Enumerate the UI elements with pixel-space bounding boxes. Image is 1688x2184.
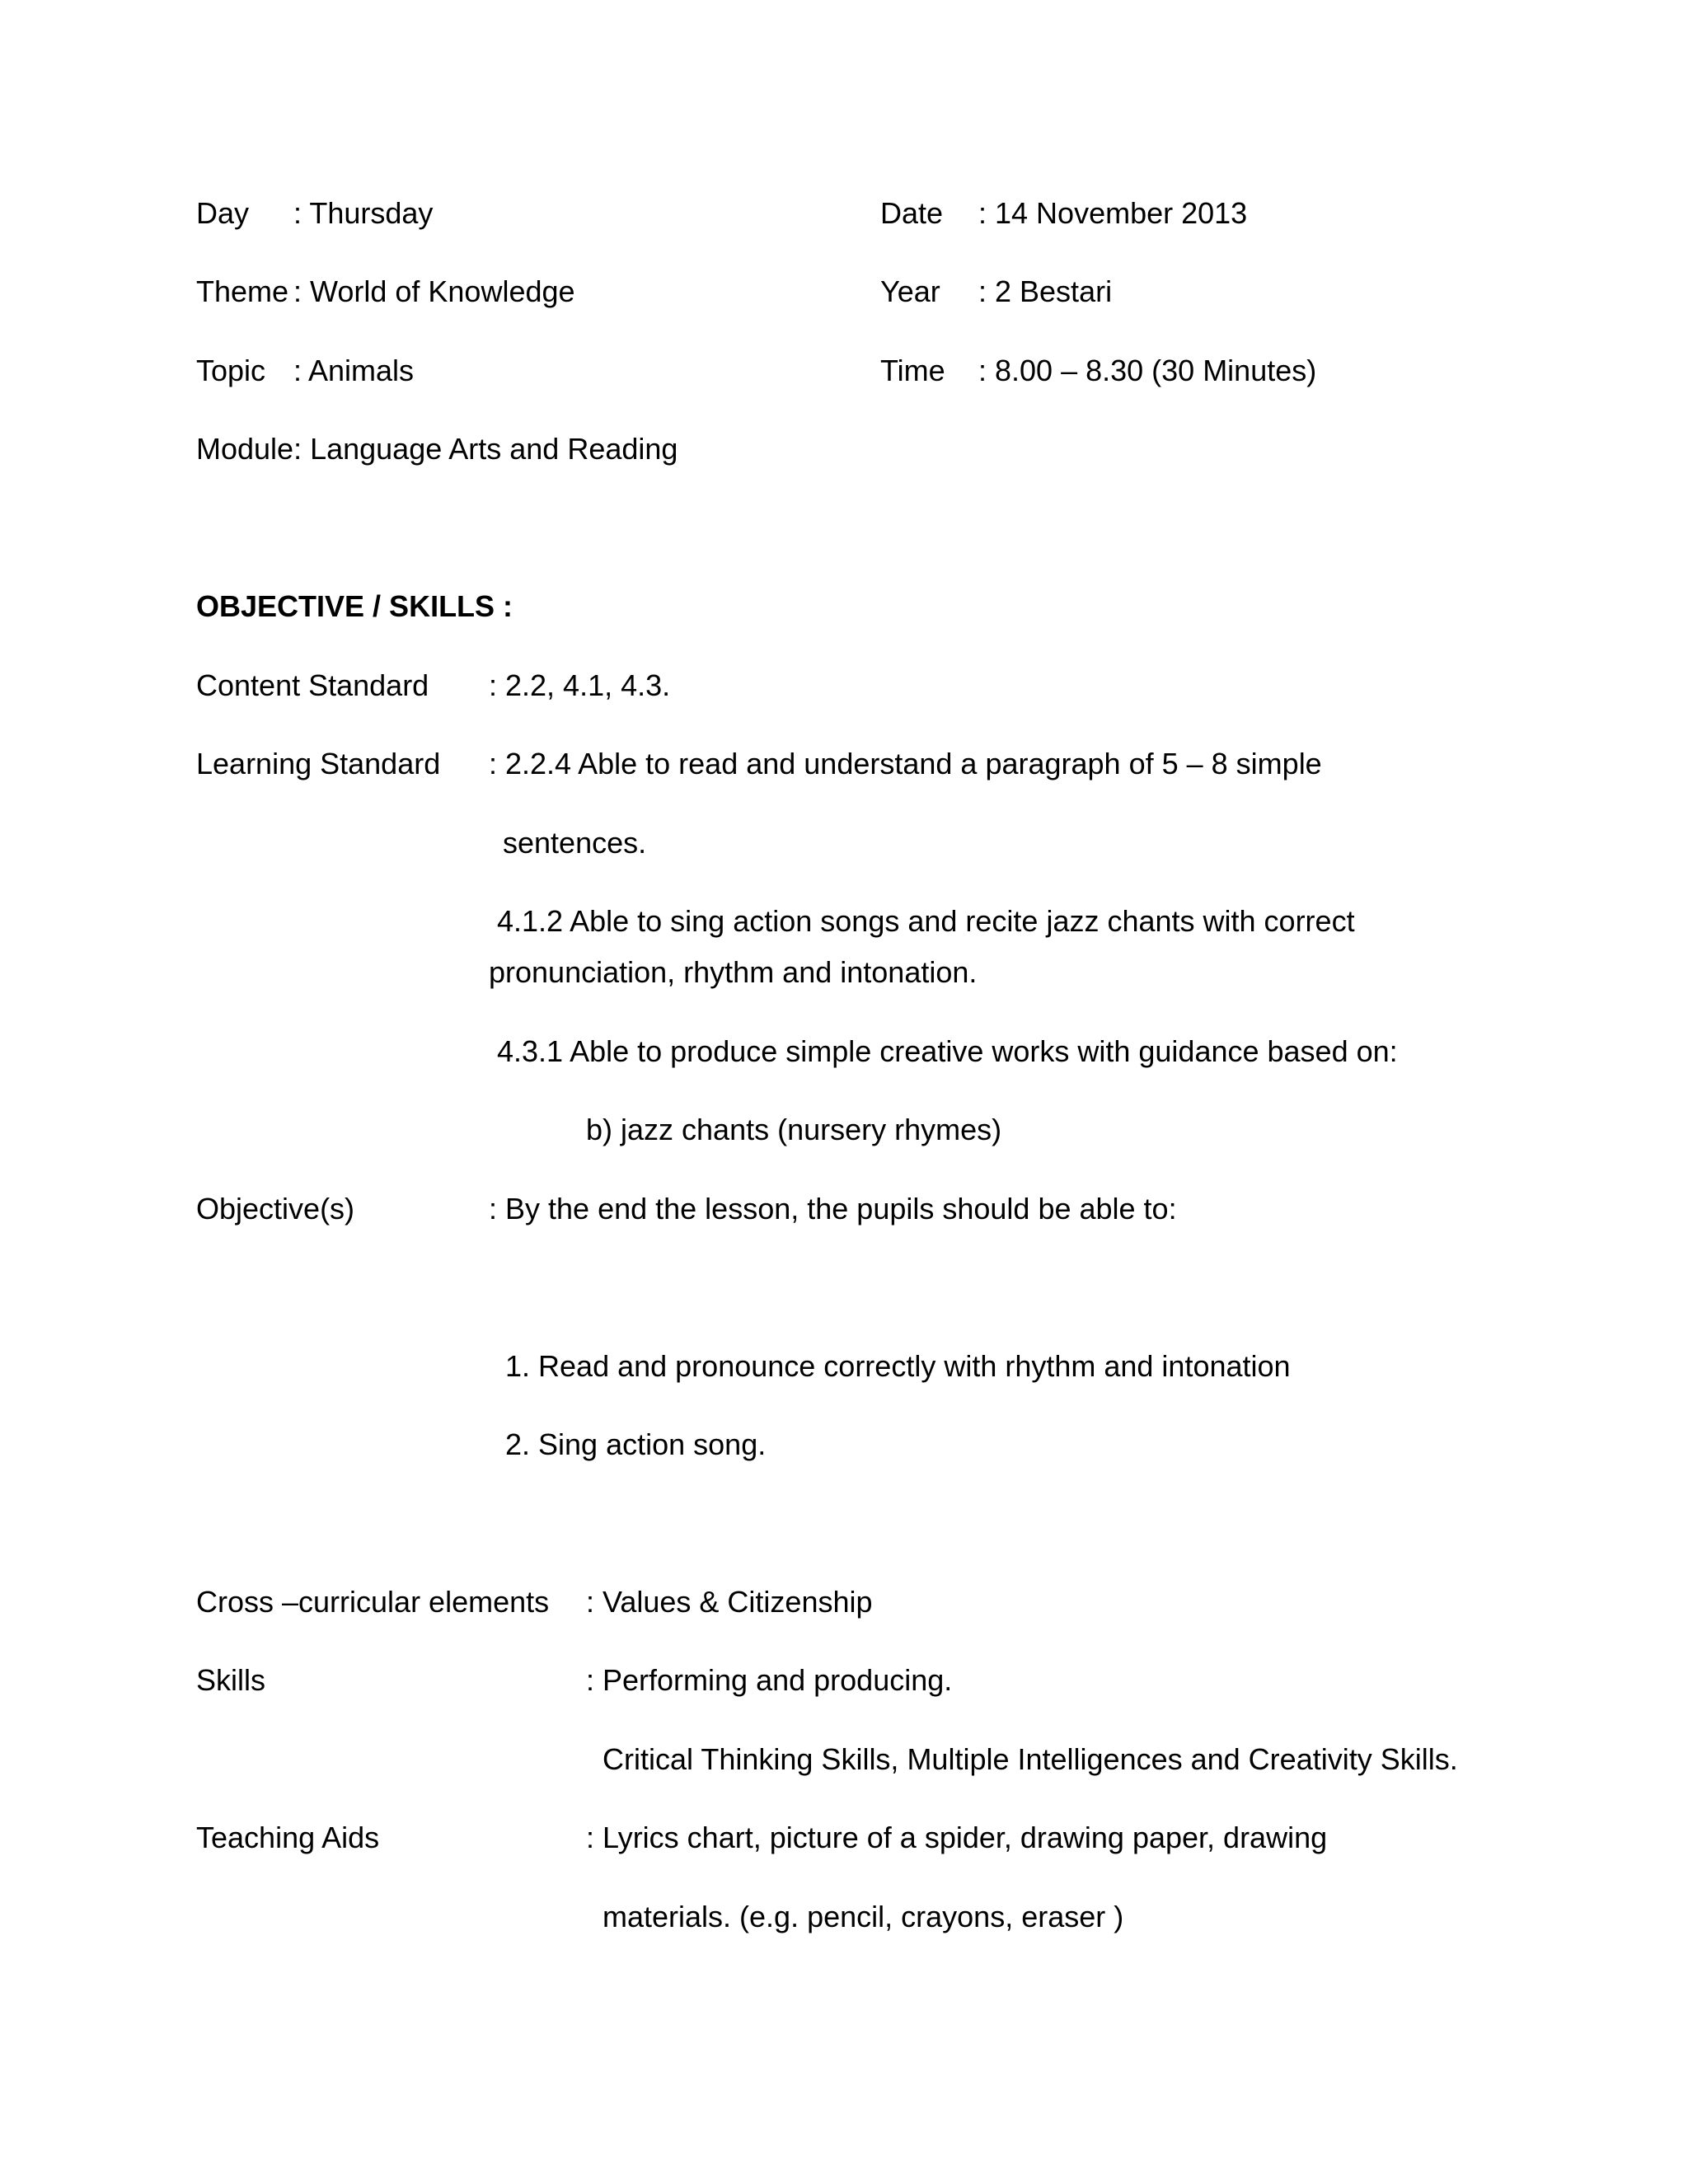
skills-label: Skills [196,1663,266,1697]
learning-standard-line-1: : 2.2.4 Able to read and understand a paragraph of 5 – 8 simple [489,747,1322,780]
module-text: Module: Language Arts and Reading [196,432,678,466]
objectives-label: Objective(s) [196,1192,355,1226]
date-value: : 14 November 2013 [978,196,1248,230]
learning-standard-line-2: sentences. [503,826,647,860]
learning-standard-line-6: b) jazz chants (nursery rhymes) [586,1113,1002,1146]
time-value: : 8.00 – 8.30 (30 Minutes) [978,354,1317,387]
theme-label: Theme [196,274,289,308]
year-label: Year [880,274,940,308]
theme-value: : World of Knowledge [293,274,575,308]
objective-item-2: 2. Sing action song. [505,1427,767,1461]
learning-standard-label: Learning Standard [196,747,441,780]
day-label: Day [196,196,250,230]
teaching-aids-line-1: : Lyrics chart, picture of a spider, drawing paper, drawing [586,1821,1328,1854]
objective-heading: OBJECTIVE / SKILLS : [196,589,513,623]
objectives-intro: : By the end the lesson, the pupils should be able to: [489,1192,1177,1226]
cross-curricular-value: : Values & Citizenship [586,1585,873,1619]
learning-standard-line-5: 4.3.1 Able to produce simple creative works with guidance based on: [497,1034,1398,1068]
learning-standard-line-4: pronunciation, rhythm and intonation. [489,955,978,989]
date-label: Date [880,196,944,230]
topic-value: : Animals [293,354,415,387]
objective-item-1: 1. Read and pronounce correctly with rhythm and intonation [505,1349,1291,1383]
skills-line-1: : Performing and producing. [586,1663,953,1697]
skills-line-2: Critical Thinking Skills, Multiple Intelligences and Creativity Skills. [603,1742,1458,1776]
teaching-aids-label: Teaching Aids [196,1821,380,1854]
day-value: : Thursday [293,196,434,230]
teaching-aids-line-2: materials. (e.g. pencil, crayons, eraser ) [603,1900,1124,1933]
time-label: Time [880,354,945,387]
year-value: : 2 Bestari [978,274,1113,308]
cross-curricular-label: Cross –curricular elements [196,1585,550,1619]
content-standard-value: : 2.2, 4.1, 4.3. [489,668,671,702]
learning-standard-line-3: 4.1.2 Able to sing action songs and recite jazz chants with correct [497,904,1355,938]
content-standard-label: Content Standard [196,668,429,702]
topic-label: Topic [196,354,266,387]
